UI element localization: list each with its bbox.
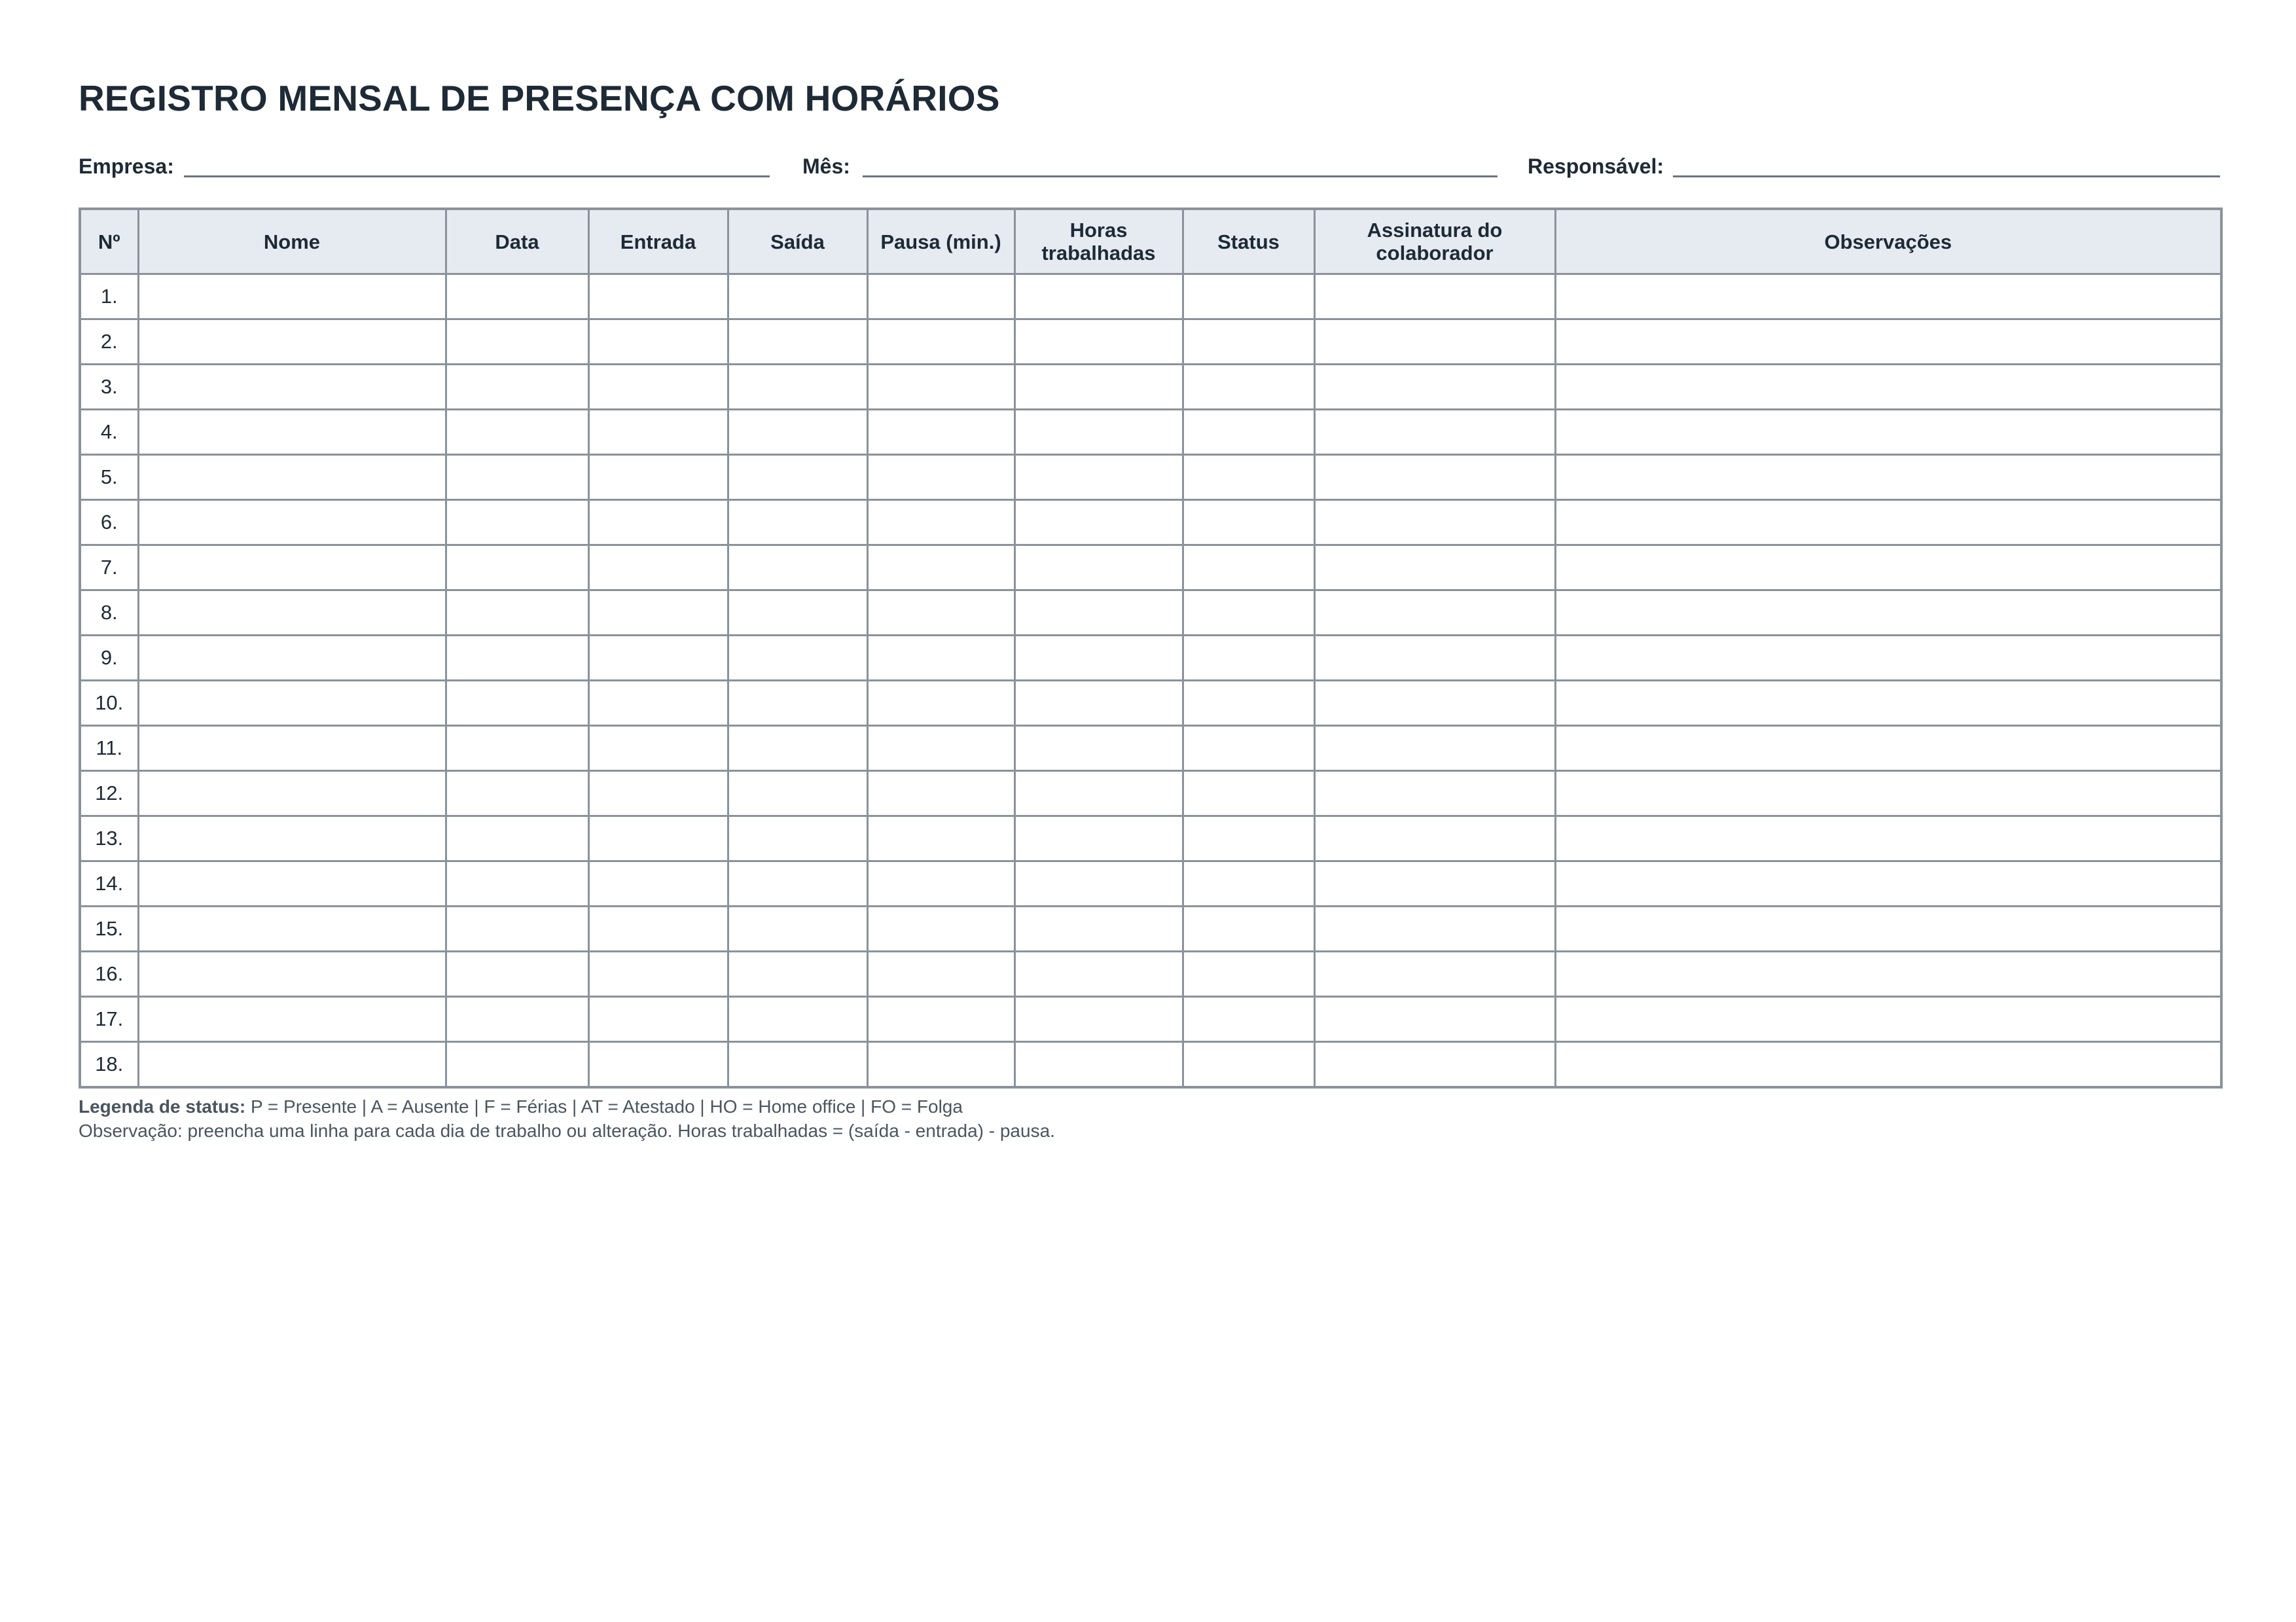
status-cell[interactable] [1183,771,1314,816]
row-number: 9. [80,636,138,681]
company-field[interactable] [184,175,770,177]
notes-cell[interactable] [1555,997,2221,1042]
instruction-note: Observação: preencha uma linha para cada dia de trabalho ou alteração. Horas trabalhadas = (saída - entrada) - pausa. [79,1121,1055,1141]
table-row [80,319,2221,365]
hours-cell[interactable] [1014,1042,1183,1088]
status-cell[interactable] [1183,365,1314,410]
break-cell[interactable] [867,545,1014,590]
exit-cell[interactable] [728,365,867,410]
row-number: 12. [80,771,138,816]
signature-cell[interactable] [1314,1042,1555,1088]
table-row [80,274,2221,319]
entry-cell[interactable] [588,771,728,816]
date-cell[interactable] [446,952,588,997]
name-cell[interactable] [138,816,446,861]
exit-cell[interactable] [728,997,867,1042]
signature-cell[interactable] [1314,455,1555,500]
table-row [80,816,2221,861]
break-cell[interactable] [867,907,1014,952]
status-cell[interactable] [1183,726,1314,771]
status-cell[interactable] [1183,816,1314,861]
signature-cell[interactable] [1314,997,1555,1042]
month-label: Mês: [802,154,850,178]
exit-cell[interactable] [728,410,867,455]
name-cell[interactable] [138,545,446,590]
hours-cell[interactable] [1014,545,1183,590]
row-number: 4. [80,410,138,455]
date-cell[interactable] [446,319,588,365]
date-cell[interactable] [446,274,588,319]
table-row [80,545,2221,590]
signature-cell[interactable] [1314,952,1555,997]
status-cell[interactable] [1183,500,1314,545]
table-row [80,861,2221,907]
header-name: Nome [138,209,446,274]
table-row [80,365,2221,410]
name-cell[interactable] [138,365,446,410]
notes-cell[interactable] [1555,410,2221,455]
date-cell[interactable] [446,365,588,410]
hours-cell[interactable] [1014,952,1183,997]
entry-cell[interactable] [588,636,728,681]
signature-cell[interactable] [1314,861,1555,907]
hours-cell[interactable] [1014,590,1183,636]
date-cell[interactable] [446,1042,588,1088]
notes-cell[interactable] [1555,636,2221,681]
hours-cell[interactable] [1014,636,1183,681]
row-number: 7. [80,545,138,590]
table-row [80,500,2221,545]
header-signature [1314,209,1555,274]
exit-cell[interactable] [728,636,867,681]
header-status: Status [1183,209,1314,274]
break-cell[interactable] [867,500,1014,545]
status-cell[interactable] [1183,319,1314,365]
exit-cell[interactable] [728,861,867,907]
page-title: REGISTRO MENSAL DE PRESENÇA COM HORÁRIOS [79,78,1000,118]
break-cell[interactable] [867,590,1014,636]
signature-cell[interactable] [1314,365,1555,410]
break-cell[interactable] [867,816,1014,861]
table-row [80,410,2221,455]
name-cell[interactable] [138,636,446,681]
notes-cell[interactable] [1555,455,2221,500]
signature-cell[interactable] [1314,319,1555,365]
hours-cell[interactable] [1014,907,1183,952]
entry-cell[interactable] [588,365,728,410]
date-cell[interactable] [446,681,588,726]
name-cell[interactable] [138,726,446,771]
exit-cell[interactable] [728,545,867,590]
exit-cell[interactable] [728,952,867,997]
name-cell[interactable] [138,681,446,726]
date-cell[interactable] [446,997,588,1042]
table-row [80,726,2221,771]
header-signature-line1: Assinatura do [1367,219,1503,242]
exit-cell[interactable] [728,726,867,771]
date-cell[interactable] [446,816,588,861]
header-date: Data [446,209,588,274]
notes-cell[interactable] [1555,907,2221,952]
header-hours-line1: Horas [1069,219,1128,242]
date-cell[interactable] [446,455,588,500]
table-body [80,274,2221,1088]
signature-cell[interactable] [1314,545,1555,590]
date-cell[interactable] [446,410,588,455]
row-number: 17. [80,997,138,1042]
name-cell[interactable] [138,997,446,1042]
status-cell[interactable] [1183,545,1314,590]
header-break: Pausa (min.) [867,209,1014,274]
entry-cell[interactable] [588,1042,728,1088]
break-cell[interactable] [867,1042,1014,1088]
table-row [80,997,2221,1042]
exit-cell[interactable] [728,771,867,816]
date-cell[interactable] [446,861,588,907]
status-cell[interactable] [1183,1042,1314,1088]
company-label: Empresa: [79,154,174,178]
break-cell[interactable] [867,997,1014,1042]
exit-cell[interactable] [728,816,867,861]
table-row [80,455,2221,500]
exit-cell[interactable] [728,455,867,500]
break-cell[interactable] [867,681,1014,726]
break-cell[interactable] [867,861,1014,907]
status-cell[interactable] [1183,952,1314,997]
notes-cell[interactable] [1555,861,2221,907]
notes-cell[interactable] [1555,319,2221,365]
signature-cell[interactable] [1314,410,1555,455]
date-cell[interactable] [446,500,588,545]
hours-cell[interactable] [1014,861,1183,907]
row-number: 3. [80,365,138,410]
hours-cell[interactable] [1014,365,1183,410]
row-number: 6. [80,500,138,545]
name-cell[interactable] [138,1042,446,1088]
hours-cell[interactable] [1014,274,1183,319]
table-row [80,590,2221,636]
break-cell[interactable] [867,771,1014,816]
table-row [80,907,2221,952]
signature-cell[interactable] [1314,590,1555,636]
break-cell[interactable] [867,410,1014,455]
date-cell[interactable] [446,907,588,952]
exit-cell[interactable] [728,500,867,545]
break-cell[interactable] [867,319,1014,365]
status-cell[interactable] [1183,455,1314,500]
break-cell[interactable] [867,952,1014,997]
entry-cell[interactable] [588,861,728,907]
date-cell[interactable] [446,636,588,681]
row-number: 18. [80,1042,138,1088]
notes-cell[interactable] [1555,726,2221,771]
notes-cell[interactable] [1555,952,2221,997]
name-cell[interactable] [138,410,446,455]
hours-cell[interactable] [1014,726,1183,771]
name-cell[interactable] [138,590,446,636]
hours-cell[interactable] [1014,681,1183,726]
status-legend [79,1094,2220,1119]
entry-cell[interactable] [588,410,728,455]
name-cell[interactable] [138,500,446,545]
name-cell[interactable] [138,952,446,997]
table-row [80,771,2221,816]
name-cell[interactable] [138,455,446,500]
name-cell[interactable] [138,274,446,319]
notes-cell[interactable] [1555,771,2221,816]
signature-cell[interactable] [1314,726,1555,771]
name-cell[interactable] [138,319,446,365]
hours-cell[interactable] [1014,771,1183,816]
exit-cell[interactable] [728,590,867,636]
name-cell[interactable] [138,907,446,952]
table-row [80,681,2221,726]
table-header-row [80,209,2221,274]
row-number: 14. [80,861,138,907]
table-row [80,1042,2221,1088]
row-number: 11. [80,726,138,771]
status-cell[interactable] [1183,997,1314,1042]
status-cell[interactable] [1183,590,1314,636]
entry-cell[interactable] [588,816,728,861]
break-cell[interactable] [867,726,1014,771]
exit-cell[interactable] [728,907,867,952]
signature-cell[interactable] [1314,907,1555,952]
entry-cell[interactable] [588,274,728,319]
date-cell[interactable] [446,545,588,590]
name-cell[interactable] [138,771,446,816]
entry-cell[interactable] [588,590,728,636]
entry-cell[interactable] [588,681,728,726]
signature-cell[interactable] [1314,681,1555,726]
signature-cell[interactable] [1314,771,1555,816]
notes-cell[interactable] [1555,500,2221,545]
header-entry: Entrada [588,209,728,274]
entry-cell[interactable] [588,952,728,997]
entry-cell[interactable] [588,455,728,500]
legend-text: P = Presente | A = Ausente | F = Férias | AT = Atestado | HO = Home office | FO = Folga [250,1096,963,1117]
entry-cell[interactable] [588,545,728,590]
attendance-table [79,207,2223,1089]
header-hours-line2: trabalhadas [1041,242,1156,264]
row-number: 10. [80,681,138,726]
entry-cell[interactable] [588,726,728,771]
header-signature-line2: colaborador [1376,242,1494,264]
break-cell[interactable] [867,365,1014,410]
exit-cell[interactable] [728,681,867,726]
exit-cell[interactable] [728,319,867,365]
row-number: 16. [80,952,138,997]
notes-cell[interactable] [1555,590,2221,636]
signature-cell[interactable] [1314,274,1555,319]
break-cell[interactable] [867,455,1014,500]
notes-cell[interactable] [1555,816,2221,861]
status-cell[interactable] [1183,907,1314,952]
hours-cell[interactable] [1014,500,1183,545]
hours-cell[interactable] [1014,816,1183,861]
notes-cell[interactable] [1555,1042,2221,1088]
signature-cell[interactable] [1314,500,1555,545]
row-number: 1. [80,274,138,319]
name-cell[interactable] [138,861,446,907]
signature-cell[interactable] [1314,816,1555,861]
entry-cell[interactable] [588,907,728,952]
notes-cell[interactable] [1555,274,2221,319]
break-cell[interactable] [867,274,1014,319]
footer-notes [79,1094,2220,1143]
attendance-sheet [79,73,2220,1141]
status-cell[interactable] [1183,861,1314,907]
status-cell[interactable] [1183,274,1314,319]
date-cell[interactable] [446,590,588,636]
notes-cell[interactable] [1555,545,2221,590]
break-cell[interactable] [867,636,1014,681]
row-number: 2. [80,319,138,365]
hours-cell[interactable] [1014,410,1183,455]
header-exit: Saída [728,209,867,274]
status-cell[interactable] [1183,636,1314,681]
table-row [80,952,2221,997]
hours-cell[interactable] [1014,319,1183,365]
table-row [80,636,2221,681]
legend-label: Legenda de status: [79,1096,246,1117]
row-number: 8. [80,590,138,636]
manager-label: Responsável: [1528,154,1664,178]
date-cell[interactable] [446,771,588,816]
header-hours-worked [1014,209,1183,274]
exit-cell[interactable] [728,1042,867,1088]
signature-cell[interactable] [1314,636,1555,681]
month-field[interactable] [863,175,1498,177]
entry-cell[interactable] [588,319,728,365]
notes-cell[interactable] [1555,681,2221,726]
date-cell[interactable] [446,726,588,771]
notes-cell[interactable] [1555,365,2221,410]
row-number: 13. [80,816,138,861]
exit-cell[interactable] [728,274,867,319]
row-number: 5. [80,455,138,500]
entry-cell[interactable] [588,997,728,1042]
header-num: Nº [80,209,138,274]
status-cell[interactable] [1183,410,1314,455]
status-cell[interactable] [1183,681,1314,726]
entry-cell[interactable] [588,500,728,545]
manager-field[interactable] [1673,175,2220,177]
header-notes: Observações [1555,209,2221,274]
hours-cell[interactable] [1014,455,1183,500]
hours-cell[interactable] [1014,997,1183,1042]
row-number: 15. [80,907,138,952]
